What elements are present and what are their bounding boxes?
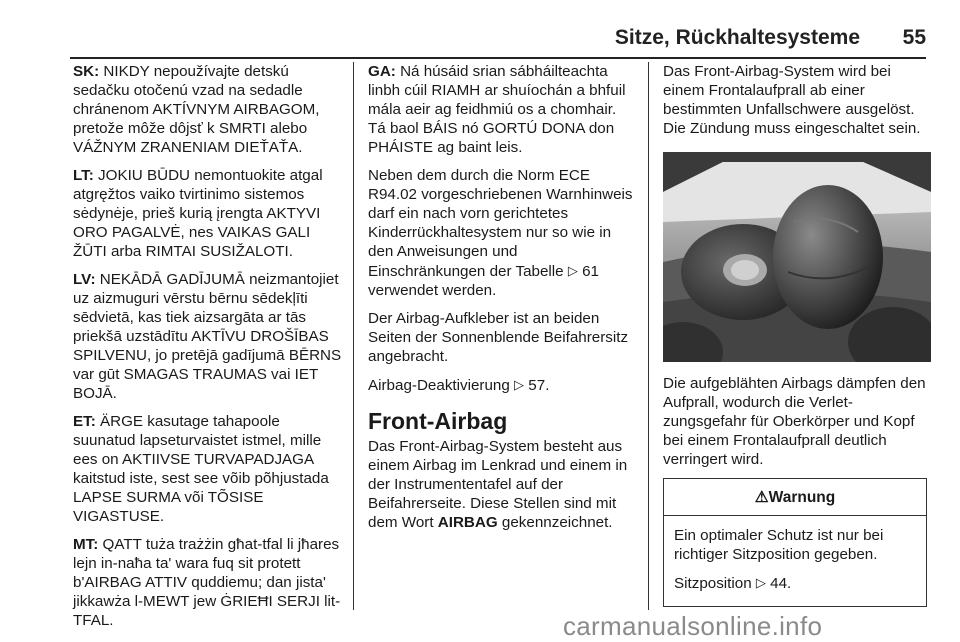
norm-text-end: verwendet werden. [368,282,497,299]
warning-text: NIKDY nepoužívajte detskú sedačku otočenú vzad na sedadle chránenom AKTÍVNYM AIRBAGOM, pretože môže dôjsť k SMRTI alebo VÁŽNYM ZRANENIAM DIEŤAŤA. [73,63,320,156]
page-header [0,0,960,60]
warning-paragraph-lv [73,270,345,403]
warning-text-1: Ein optimaler Schutz ist nur bei richtiger Sitzposition gegeben. [674,527,884,563]
airbag-keyword: AIRBAG [437,514,498,531]
page-reference-link[interactable]: 44 [770,575,788,592]
warning-title: Warnung [768,489,836,506]
warning-text: Ná húsáid srian sábháilteachta linbh cúil RIAMH ar shuíochán a bhfuil mála aeir ag feidhmiú os a chomhair. Tá baol BÁIS nó GORTÚ DONA don PHÁISTE ag baint leis. [368,63,626,156]
warning-header [664,479,926,516]
lang-code: LV: [73,271,96,288]
warning-body [664,516,926,606]
front-airbag-text: Das Front-Airbag-System besteht aus einem Airbag im Lenkrad und einem in der Instrumententafel auf der Beifahrerseite. Diese Stellen sind mit dem Wort [368,438,628,531]
intro-paragraph: Das Front-Airbag-System wird bei einem Frontalaufprall ab einer bestimmten Unfallschwere ausgelöst. Die Zündung muss eingeschaltet sein. [663,63,921,137]
warning-text-2 [674,573,916,593]
page-number: 55 [902,26,926,49]
warning-paragraph-sk [73,62,345,157]
warning-paragraph-et [73,412,345,526]
watermark: carmanualsonline.info [563,611,823,641]
warning-paragraph-mt [73,535,345,630]
after-photo-paragraph: Die aufgeblähten Airbags dämpfen den Aufprall, wodurch die Verletzungsgefahr für Oberkörper und Kopf bei einem Frontalaufprall deutlich verringert wird. [663,375,926,468]
column-divider-2 [648,62,649,610]
page-reference-icon: ▷ [567,263,578,278]
page-reference-icon: ▷ [755,575,766,590]
norm-paragraph [368,166,636,300]
deactivation-text: Airbag-Deaktivierung [368,377,515,394]
page-title: Sitze, Rückhaltesysteme [614,26,860,49]
warning-text: ÄRGE kasutage tahapoole suunatud lapseturvaistet istmel, mille ees on AKTIIVSE TURVAPADJAGA kaitstud iste, sest see võib põhjustada LAPSE SURMA või TÕSISE VIGASTUSE. [73,413,329,525]
seat-position-text-end: . [787,575,792,592]
lang-code: GA: [368,63,396,80]
column-divider-1 [353,62,354,610]
warning-paragraph-lt [73,166,345,261]
airbag-deployment-photo [663,152,931,362]
page-reference-link[interactable]: 57 [528,377,546,394]
deactivation-paragraph [368,375,636,395]
front-airbag-paragraph [368,437,636,532]
lang-code: MT: [73,536,99,553]
deactivation-text-end: . [545,377,550,394]
warning-paragraph-ga [368,62,636,157]
warning-box [663,478,927,607]
page-reference-icon: ▷ [514,377,525,392]
warning-text: NEKĀDĀ GADĪJUMĀ neizmantojiet uz aizmuguri vērstu bērnu sēdekļīti sēdvietā, kas tiek aizsargāta ar tās priekšā uzstādītu AKTĪVU DROŠĪBAS SPILVENU, jo pretējā gadījumā BĒRNS var gūt SMAGAS TRAUMAS vai IET BOJĀ. [73,271,342,402]
front-airbag-text-end: gekennzeichnet. [497,514,613,531]
page-reference-link[interactable]: 61 [582,263,599,280]
lang-code: LT: [73,167,94,184]
warning-triangle-icon: ⚠ [754,489,769,506]
column-1 [73,62,345,639]
lang-code: ET: [73,413,96,430]
norm-text: Neben dem durch die Norm ECE R94.02 vorgeschriebenen Warnhinweis darf ein nach vorn gerichtetes Kinderrückhaltesystem nur so wie in den Anweisungen und Einschränkungen der Tabelle [368,167,633,280]
seat-position-text: Sitzposition [674,575,756,592]
column-2 [368,62,636,541]
column-3 [663,62,931,607]
lang-code: SK: [73,63,100,80]
warning-text: QATT tuża trażżin għat-tfal li jħares lejn in-naħa ta' wara fuq sit protett b'AIRBAG ATTIV quddiemu; dan jista' jikkawża l-MEWT jew ĠRIEĦI SERJI lit-TFAL. [73,536,341,629]
header-rule [70,57,926,59]
sticker-paragraph: Der Airbag-Aufkleber ist an beiden Seiten der Sonnenblende Beifahrersitz angebracht. [368,310,629,365]
warning-text: JOKIU BŪDU nemontuokite atgal atgręžtos vaiko tvirtinimo sistemos sėdynėje, prieš kurią įrengta AKTYVI ORO PAGALVĖ, nes VAIKAS GALI ŽŪTI arba RIMTAI SUSIŽALOTI. [73,167,323,260]
section-heading: Front-Airbag [368,408,508,434]
